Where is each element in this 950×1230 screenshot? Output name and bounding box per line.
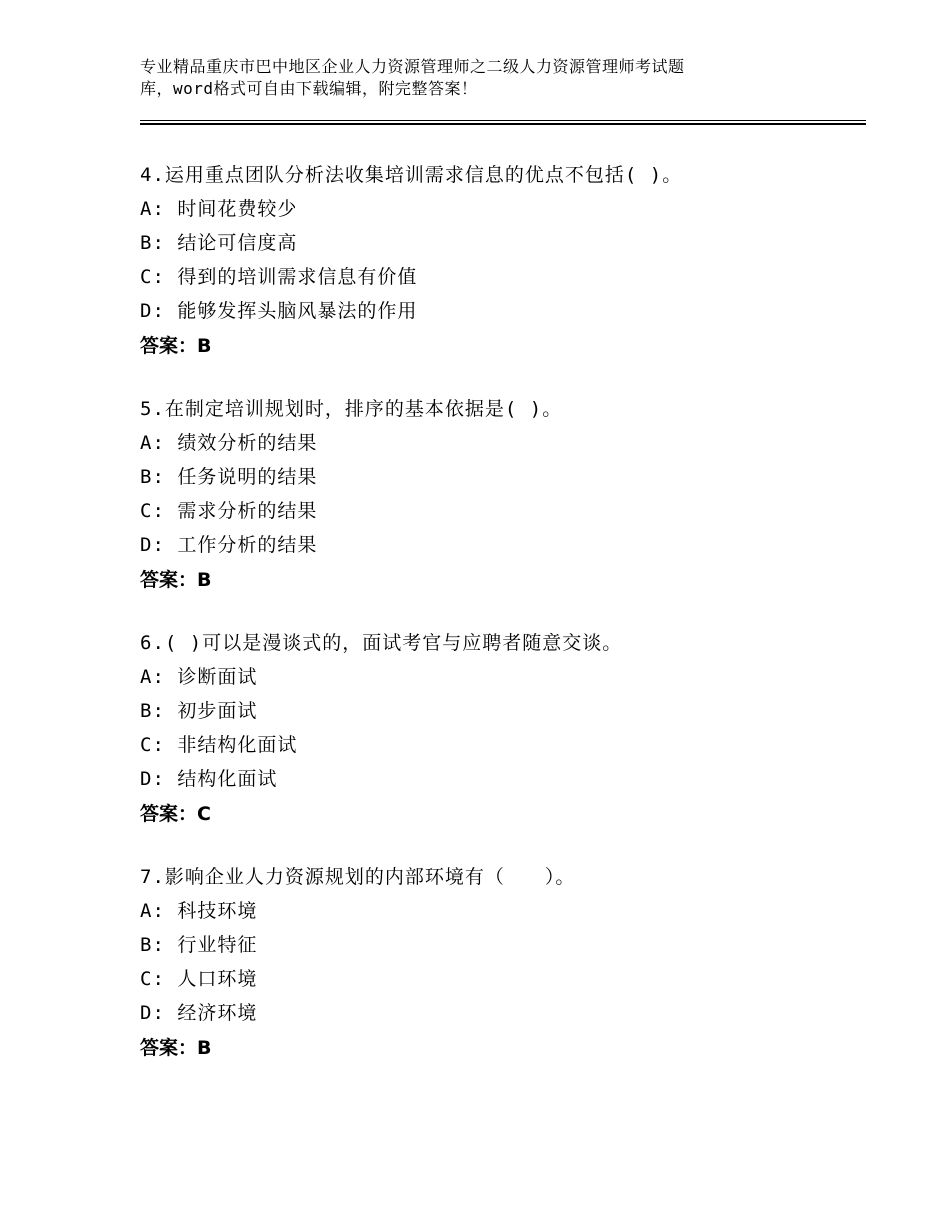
question-stem: 5.在制定培训规划时，排序的基本依据是( )。 <box>140 398 563 420</box>
option-b: B: 行业特征 <box>140 934 258 956</box>
option-d: D: 工作分析的结果 <box>140 534 318 556</box>
option-a: A: 时间花费较少 <box>140 198 298 220</box>
question-stem: 7.影响企业人力资源规划的内部环境有（ ）。 <box>140 866 576 888</box>
option-a: A: 科技环境 <box>140 900 258 922</box>
option-d: D: 经济环境 <box>140 1002 258 1024</box>
option-c: C: 非结构化面试 <box>140 734 298 756</box>
question-stem: 6.( )可以是漫谈式的，面试考官与应聘者随意交谈。 <box>140 632 623 654</box>
question-stem: 4.运用重点团队分析法收集培训需求信息的优点不包括( )。 <box>140 164 683 186</box>
option-c: C: 需求分析的结果 <box>140 500 318 522</box>
question-list <box>140 158 866 1094</box>
option-b: B: 结论可信度高 <box>140 232 298 254</box>
option-c: C: 得到的培训需求信息有价值 <box>140 266 418 288</box>
header-divider <box>140 120 866 125</box>
question-6 <box>140 626 866 832</box>
question-5 <box>140 392 866 598</box>
document-header <box>140 56 780 100</box>
answer: 答案：C <box>140 803 211 825</box>
option-a: A: 诊断面试 <box>140 666 258 688</box>
option-d: D: 能够发挥头脑风暴法的作用 <box>140 300 418 322</box>
option-a: A: 绩效分析的结果 <box>140 432 318 454</box>
question-4 <box>140 158 866 364</box>
option-d: D: 结构化面试 <box>140 768 278 790</box>
answer: 答案：B <box>140 1037 212 1059</box>
option-b: B: 初步面试 <box>140 700 258 722</box>
header-title-line-1: 专业精品重庆市巴中地区企业人力资源管理师之二级人力资源管理师考试题 <box>140 57 685 76</box>
header-title-line-2: 库，word格式可自由下载编辑，附完整答案！ <box>140 79 478 98</box>
answer: 答案：B <box>140 569 212 591</box>
option-b: B: 任务说明的结果 <box>140 466 318 488</box>
question-7 <box>140 860 866 1066</box>
option-c: C: 人口环境 <box>140 968 258 990</box>
answer: 答案：B <box>140 335 212 357</box>
